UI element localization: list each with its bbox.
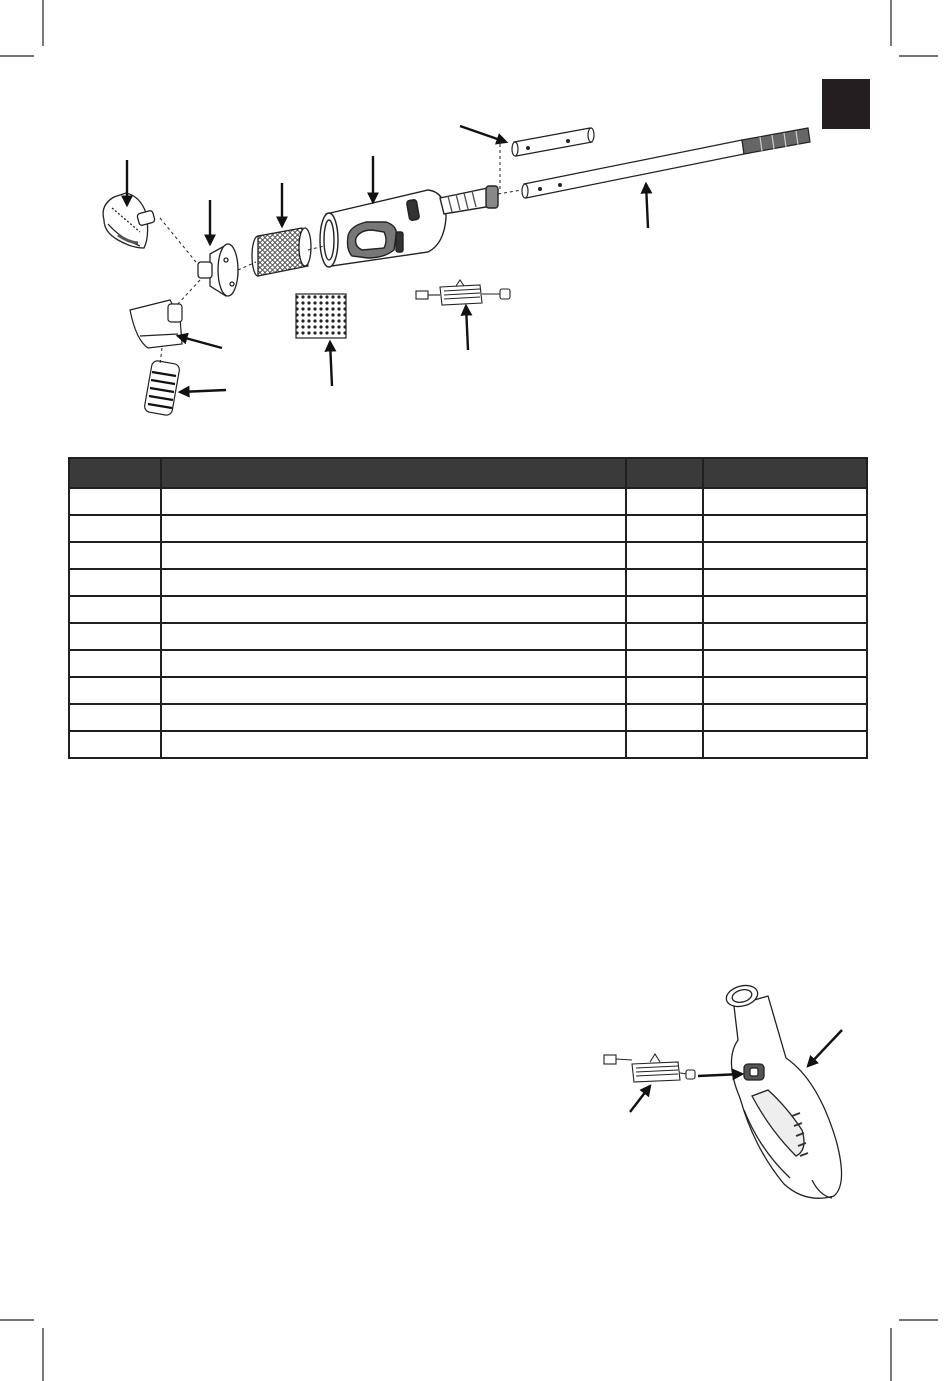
table-cell [69, 488, 161, 515]
table-row [69, 569, 867, 596]
table-cell [69, 677, 161, 704]
exploded-parts-diagram [0, 0, 950, 440]
table-row [69, 488, 867, 515]
brush-bristles [144, 360, 181, 416]
table-cell [69, 731, 161, 758]
table-cell [161, 542, 626, 569]
table-cell [703, 677, 867, 704]
table-cell [161, 731, 626, 758]
table-cell [626, 650, 703, 677]
column-header [161, 458, 626, 488]
callout-arrows [127, 126, 648, 392]
table-row [69, 542, 867, 569]
arrow-icon [460, 126, 506, 142]
table-cell [161, 677, 626, 704]
table-cell [69, 596, 161, 623]
table-cell [703, 731, 867, 758]
cylinder-filter [252, 228, 311, 276]
arrow-icon [330, 342, 332, 386]
arrow-icon [466, 306, 468, 350]
table-cell [626, 596, 703, 623]
table-cell [703, 650, 867, 677]
charging-cable [416, 280, 510, 305]
table-cell [703, 542, 867, 569]
replacement-filter-sheet [296, 294, 346, 338]
short-extension-pole [512, 128, 594, 156]
table-cell [703, 569, 867, 596]
table-cell [626, 515, 703, 542]
table-row [69, 515, 867, 542]
table-cell [161, 569, 626, 596]
table-cell [69, 515, 161, 542]
arrow-icon [178, 336, 222, 348]
table-cell [69, 569, 161, 596]
table-cell [626, 731, 703, 758]
table-row [69, 596, 867, 623]
table-cell [703, 596, 867, 623]
table-cell [161, 488, 626, 515]
parts-list-table [68, 457, 868, 759]
table-cell [626, 704, 703, 731]
table-cell [69, 542, 161, 569]
table-row [69, 704, 867, 731]
table-cell [626, 677, 703, 704]
table-cell [626, 542, 703, 569]
adaptor-piece [198, 244, 238, 296]
table-cell [703, 515, 867, 542]
table-cell [703, 488, 867, 515]
table-cell [626, 569, 703, 596]
table-cell [69, 704, 161, 731]
column-header [69, 458, 161, 488]
table-cell [626, 623, 703, 650]
table-cell [69, 623, 161, 650]
vacuum-main-body [320, 186, 498, 267]
table-cell [161, 704, 626, 731]
table-cell [703, 704, 867, 731]
brush-head [130, 300, 182, 348]
table-cell [161, 596, 626, 623]
table-header-row [69, 458, 867, 488]
table-row [69, 731, 867, 758]
triangle-vacuum-head [103, 193, 155, 248]
arrow-icon [646, 184, 648, 228]
table-cell [69, 650, 161, 677]
table-cell [626, 488, 703, 515]
table-cell [703, 623, 867, 650]
table-cell [161, 515, 626, 542]
table-row [69, 623, 867, 650]
table-cell [161, 650, 626, 677]
arrow-icon [180, 390, 226, 392]
column-header [703, 458, 867, 488]
table-row [69, 650, 867, 677]
column-header [626, 458, 703, 488]
table-row [69, 677, 867, 704]
table-cell [161, 623, 626, 650]
